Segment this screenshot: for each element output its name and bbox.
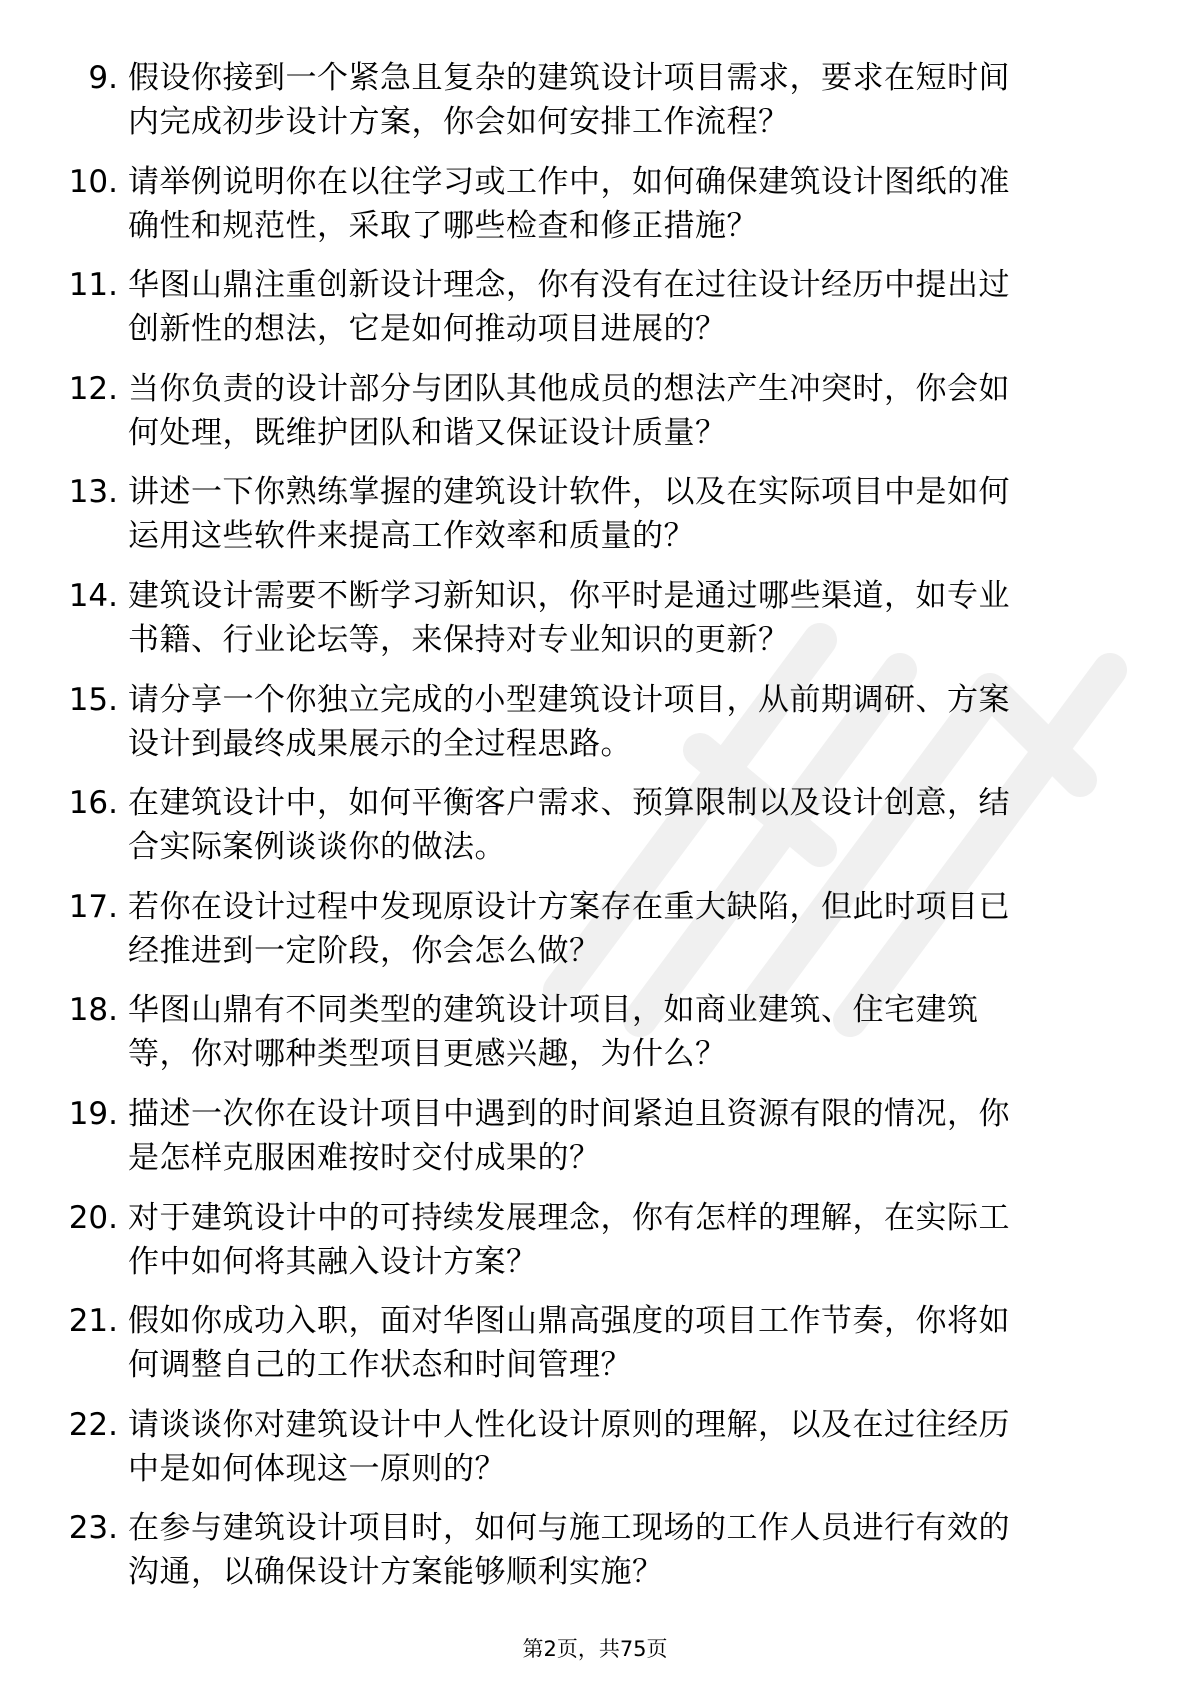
page-footer: 第2页，共75页 xyxy=(522,1637,668,1661)
question-number: 23. xyxy=(68,1510,118,1547)
question-line: 假设你接到一个紧急且复杂的建筑设计项目需求，要求在短时间 xyxy=(128,60,1010,96)
question-item xyxy=(0,568,1190,672)
question-number: 20. xyxy=(68,1199,118,1236)
question-text xyxy=(128,988,1128,1076)
question-list xyxy=(0,50,1190,1604)
question-line: 在参与建筑设计项目时，如何与施工现场的工作人员进行有效的 xyxy=(128,1510,1010,1547)
question-text xyxy=(128,1092,1128,1180)
question-item xyxy=(0,257,1190,361)
question-line: 确性和规范性，采取了哪些检查和修正措施？ xyxy=(128,207,758,244)
question-text xyxy=(128,885,1128,973)
question-line: 请举例说明你在以往学习或工作中，如何确保建筑设计图纸的准 xyxy=(128,163,1010,200)
question-text xyxy=(128,781,1128,869)
question-item xyxy=(0,775,1190,879)
question-line: 合实际案例谈谈你的做法。 xyxy=(128,829,506,866)
question-line: 当你负责的设计部分与团队其他成员的想法产生冲突时，你会如 xyxy=(128,370,1010,407)
question-text xyxy=(128,470,1128,558)
question-number: 9. xyxy=(88,60,118,96)
question-number: 13. xyxy=(68,474,118,511)
question-item xyxy=(0,1086,1190,1190)
question-number: 16. xyxy=(68,785,118,822)
question-line: 讲述一下你熟练掌握的建筑设计软件，以及在实际项目中是如何 xyxy=(128,474,1010,511)
question-number: 21. xyxy=(68,1303,118,1340)
question-line: 是怎样克服困难按时交付成果的？ xyxy=(128,1139,601,1176)
question-text xyxy=(128,56,1128,144)
question-text xyxy=(128,160,1128,248)
question-number: 18. xyxy=(68,992,118,1029)
question-line: 何调整自己的工作状态和时间管理？ xyxy=(128,1347,632,1384)
question-line: 经推进到一定阶段，你会怎么做？ xyxy=(128,932,601,969)
question-line: 华图山鼎有不同类型的建筑设计项目，如商业建筑、住宅建筑 xyxy=(128,992,979,1029)
question-text xyxy=(128,1403,1128,1491)
question-line: 假如你成功入职，面对华图山鼎高强度的项目工作节奏，你将如 xyxy=(128,1303,1010,1340)
question-item xyxy=(0,1397,1190,1501)
question-line: 建筑设计需要不断学习新知识，你平时是通过哪些渠道，如专业 xyxy=(128,577,1010,614)
question-line: 华图山鼎注重创新设计理念，你有没有在过往设计经历中提出过 xyxy=(128,267,1010,304)
question-line: 在建筑设计中，如何平衡客户需求、预算限制以及设计创意，结 xyxy=(128,785,1010,822)
question-item xyxy=(0,982,1190,1086)
question-text xyxy=(128,1196,1128,1284)
question-item xyxy=(0,464,1190,568)
question-line: 中是如何体现这一原则的？ xyxy=(128,1450,506,1487)
question-number: 12. xyxy=(68,370,118,407)
question-number: 17. xyxy=(68,888,118,925)
question-line: 沟通，以确保设计方案能够顺利实施？ xyxy=(128,1554,664,1591)
question-line: 请分享一个你独立完成的小型建筑设计项目，从前期调研、方案 xyxy=(128,681,1010,718)
question-text xyxy=(128,678,1128,766)
question-item xyxy=(0,672,1190,776)
question-text xyxy=(128,574,1128,662)
question-line: 请谈谈你对建筑设计中人性化设计原则的理解，以及在过往经历 xyxy=(128,1406,1010,1443)
question-number: 14. xyxy=(68,577,118,614)
question-item xyxy=(0,50,1190,154)
question-text xyxy=(128,1506,1128,1594)
question-line: 设计到最终成果展示的全过程思路。 xyxy=(128,725,632,762)
question-line: 作中如何将其融入设计方案？ xyxy=(128,1243,538,1280)
question-line: 若你在设计过程中发现原设计方案存在重大缺陷，但此时项目已 xyxy=(128,888,1010,925)
question-text xyxy=(128,1299,1128,1387)
question-number: 22. xyxy=(68,1406,118,1443)
question-line: 何处理，既维护团队和谐又保证设计质量？ xyxy=(128,414,727,451)
question-item xyxy=(0,154,1190,258)
question-number: 10. xyxy=(68,163,118,200)
question-number: 15. xyxy=(68,681,118,718)
question-number: 19. xyxy=(68,1095,118,1132)
question-line: 运用这些软件来提高工作效率和质量的？ xyxy=(128,518,695,555)
question-item xyxy=(0,1293,1190,1397)
question-item xyxy=(0,361,1190,465)
question-item xyxy=(0,879,1190,983)
question-line: 对于建筑设计中的可持续发展理念，你有怎样的理解，在实际工 xyxy=(128,1199,1010,1236)
question-line: 内完成初步设计方案，你会如何安排工作流程？ xyxy=(128,104,790,140)
question-text xyxy=(128,263,1128,351)
question-line: 描述一次你在设计项目中遇到的时间紧迫且资源有限的情况，你 xyxy=(128,1095,1010,1132)
question-item xyxy=(0,1500,1190,1604)
question-line: 创新性的想法，它是如何推动项目进展的？ xyxy=(128,311,727,348)
question-line: 书籍、行业论坛等，来保持对专业知识的更新？ xyxy=(128,621,790,658)
question-line: 等，你对哪种类型项目更感兴趣，为什么？ xyxy=(128,1036,727,1073)
question-number: 11. xyxy=(68,267,118,304)
question-item xyxy=(0,1190,1190,1294)
question-text xyxy=(128,367,1128,455)
